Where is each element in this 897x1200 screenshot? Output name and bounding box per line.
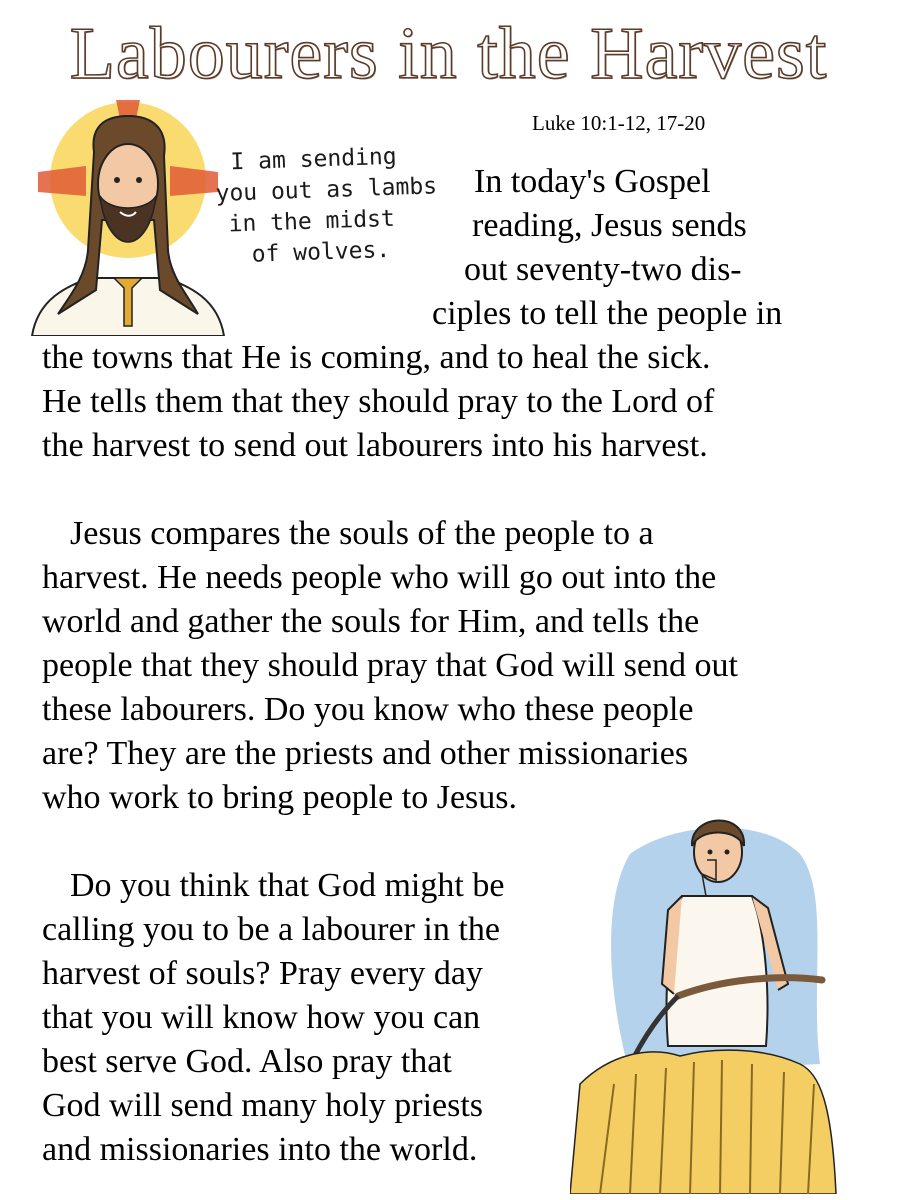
jesus-illustration: [28, 100, 228, 336]
text-line: reading, Jesus sends: [472, 207, 747, 244]
text-line: He tells them that they should pray to the Lord of: [42, 383, 715, 420]
text-line: best serve God. Also pray that: [42, 1043, 452, 1080]
quote-line: in the midst: [228, 205, 396, 238]
text-line: harvest of souls? Pray every day: [42, 955, 483, 992]
text-line: these labourers. Do you know who these people: [42, 691, 694, 728]
text-line: God will send many holy priests: [42, 1087, 484, 1124]
text-line: harvest. He needs people who will go out into the: [42, 559, 717, 596]
text-line: the towns that He is coming, and to heal the sick.: [42, 339, 711, 376]
text-line: Do you think that God might be: [70, 867, 505, 904]
text-line: that you will know how you can: [42, 999, 481, 1036]
text-line: the harvest to send out labourers into his harvest.: [42, 427, 708, 464]
harvester-illustration: [570, 784, 860, 1194]
quote-line: I am sending: [230, 143, 398, 176]
text-line: calling you to be a labourer in the: [42, 911, 500, 948]
quote-line: you out as lambs: [215, 173, 438, 207]
text-line: out seventy-two dis-: [464, 251, 742, 288]
text-line: Jesus compares the souls of the people to a: [70, 515, 654, 552]
text-line: and missionaries into the world.: [42, 1131, 478, 1168]
quote-line: of wolves.: [251, 236, 391, 268]
text-line: are? They are the priests and other missionaries: [42, 735, 689, 772]
scripture-reference: Luke 10:1-12, 17-20: [532, 111, 706, 135]
text-line: who work to bring people to Jesus.: [42, 779, 518, 816]
handwritten-quote: [214, 139, 476, 272]
text-line: world and gather the souls for Him, and tells the: [42, 603, 700, 640]
text-line: ciples to tell the people in: [432, 295, 783, 332]
text-line: In today's Gospel: [474, 163, 711, 200]
page-title: Labourers in the Harvest: [69, 13, 828, 95]
text-line: people that they should pray that God will send out: [42, 647, 738, 684]
